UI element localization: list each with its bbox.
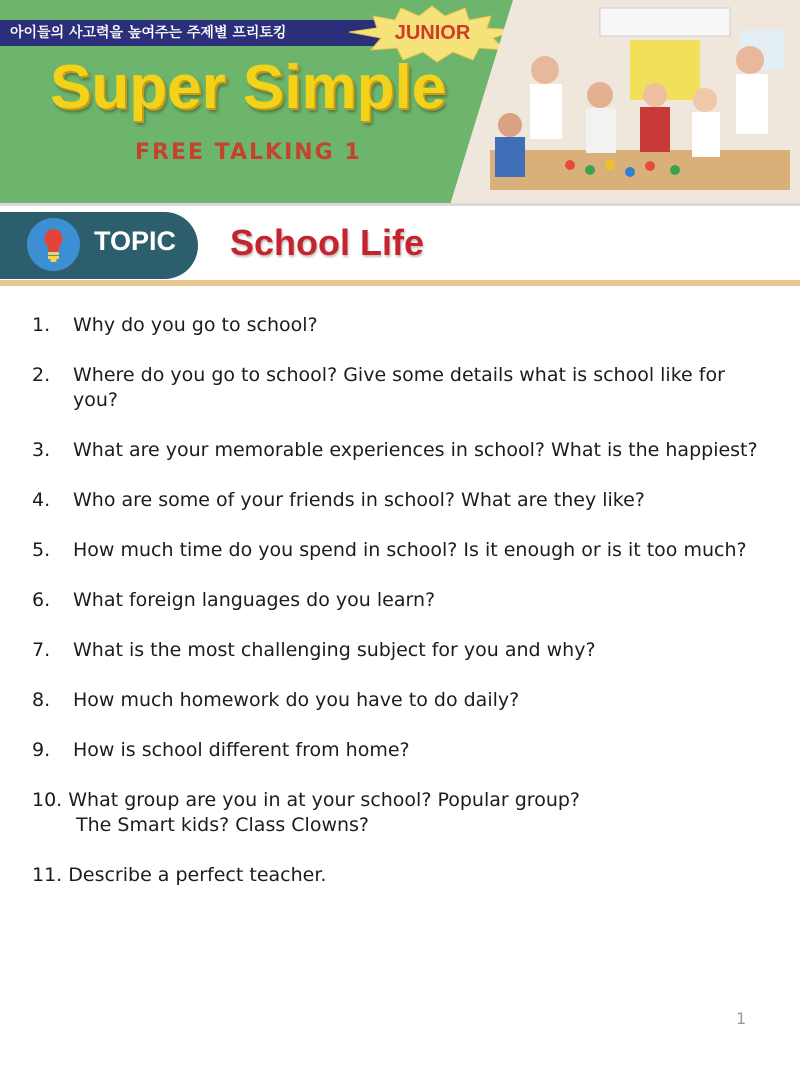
header-divider bbox=[0, 203, 800, 206]
question-item bbox=[32, 638, 762, 663]
question-number: 11. bbox=[32, 864, 63, 886]
question-number: 1. bbox=[32, 314, 51, 336]
question-text: What is the most challenging subject for you and why? bbox=[73, 639, 596, 661]
question-number: 3. bbox=[32, 439, 51, 461]
topic-title: School Life bbox=[230, 222, 425, 263]
question-number: 7. bbox=[32, 639, 51, 661]
question-item bbox=[32, 438, 762, 463]
question-text: Where do you go to school? Give some details what is school like for you? bbox=[73, 364, 725, 411]
tagline-bar: 아이들의 사고력을 높여주는 주제별 프리토킹 bbox=[0, 20, 390, 46]
question-number: 9. bbox=[32, 739, 51, 761]
header-banner bbox=[0, 0, 800, 205]
topic-label: TOPIC bbox=[94, 226, 177, 256]
question-item bbox=[32, 688, 762, 713]
topic-divider bbox=[0, 280, 800, 286]
question-text: What group are you in at your school? Popular group? bbox=[68, 789, 581, 811]
brand-title: Super Simple bbox=[50, 53, 447, 122]
question-text: Who are some of your friends in school? What are they like? bbox=[73, 489, 645, 511]
question-number: 6. bbox=[32, 589, 51, 611]
question-text: How much time do you spend in school? Is it enough or is it too much? bbox=[73, 539, 747, 561]
question-number: 10. bbox=[32, 789, 63, 811]
question-list bbox=[32, 313, 762, 913]
question-text: What are your memorable experiences in school? What is the happiest? bbox=[73, 439, 758, 461]
page-number: 1 bbox=[736, 1009, 747, 1028]
question-item bbox=[32, 588, 762, 613]
question-number: 2. bbox=[32, 364, 51, 386]
question-number: 8. bbox=[32, 689, 51, 711]
question-item bbox=[32, 363, 762, 413]
question-item bbox=[32, 538, 762, 563]
question-text: Why do you go to school? bbox=[73, 314, 318, 336]
lightbulb-icon bbox=[27, 218, 80, 271]
question-text: How is school different from home? bbox=[73, 739, 410, 761]
badge-label: JUNIOR bbox=[394, 22, 471, 44]
question-text: How much homework do you have to do daily? bbox=[73, 689, 520, 711]
question-item bbox=[32, 863, 762, 888]
question-item bbox=[32, 788, 762, 838]
brand-subtitle: FREE TALKING 1 bbox=[135, 140, 362, 165]
question-item bbox=[32, 488, 762, 513]
question-text: What foreign languages do you learn? bbox=[73, 589, 436, 611]
question-item bbox=[32, 738, 762, 763]
question-number: 5. bbox=[32, 539, 51, 561]
question-text: Describe a perfect teacher. bbox=[68, 864, 327, 886]
question-item bbox=[32, 313, 762, 338]
question-text-continued: The Smart kids? Class Clowns? bbox=[76, 814, 370, 836]
question-number: 4. bbox=[32, 489, 51, 511]
